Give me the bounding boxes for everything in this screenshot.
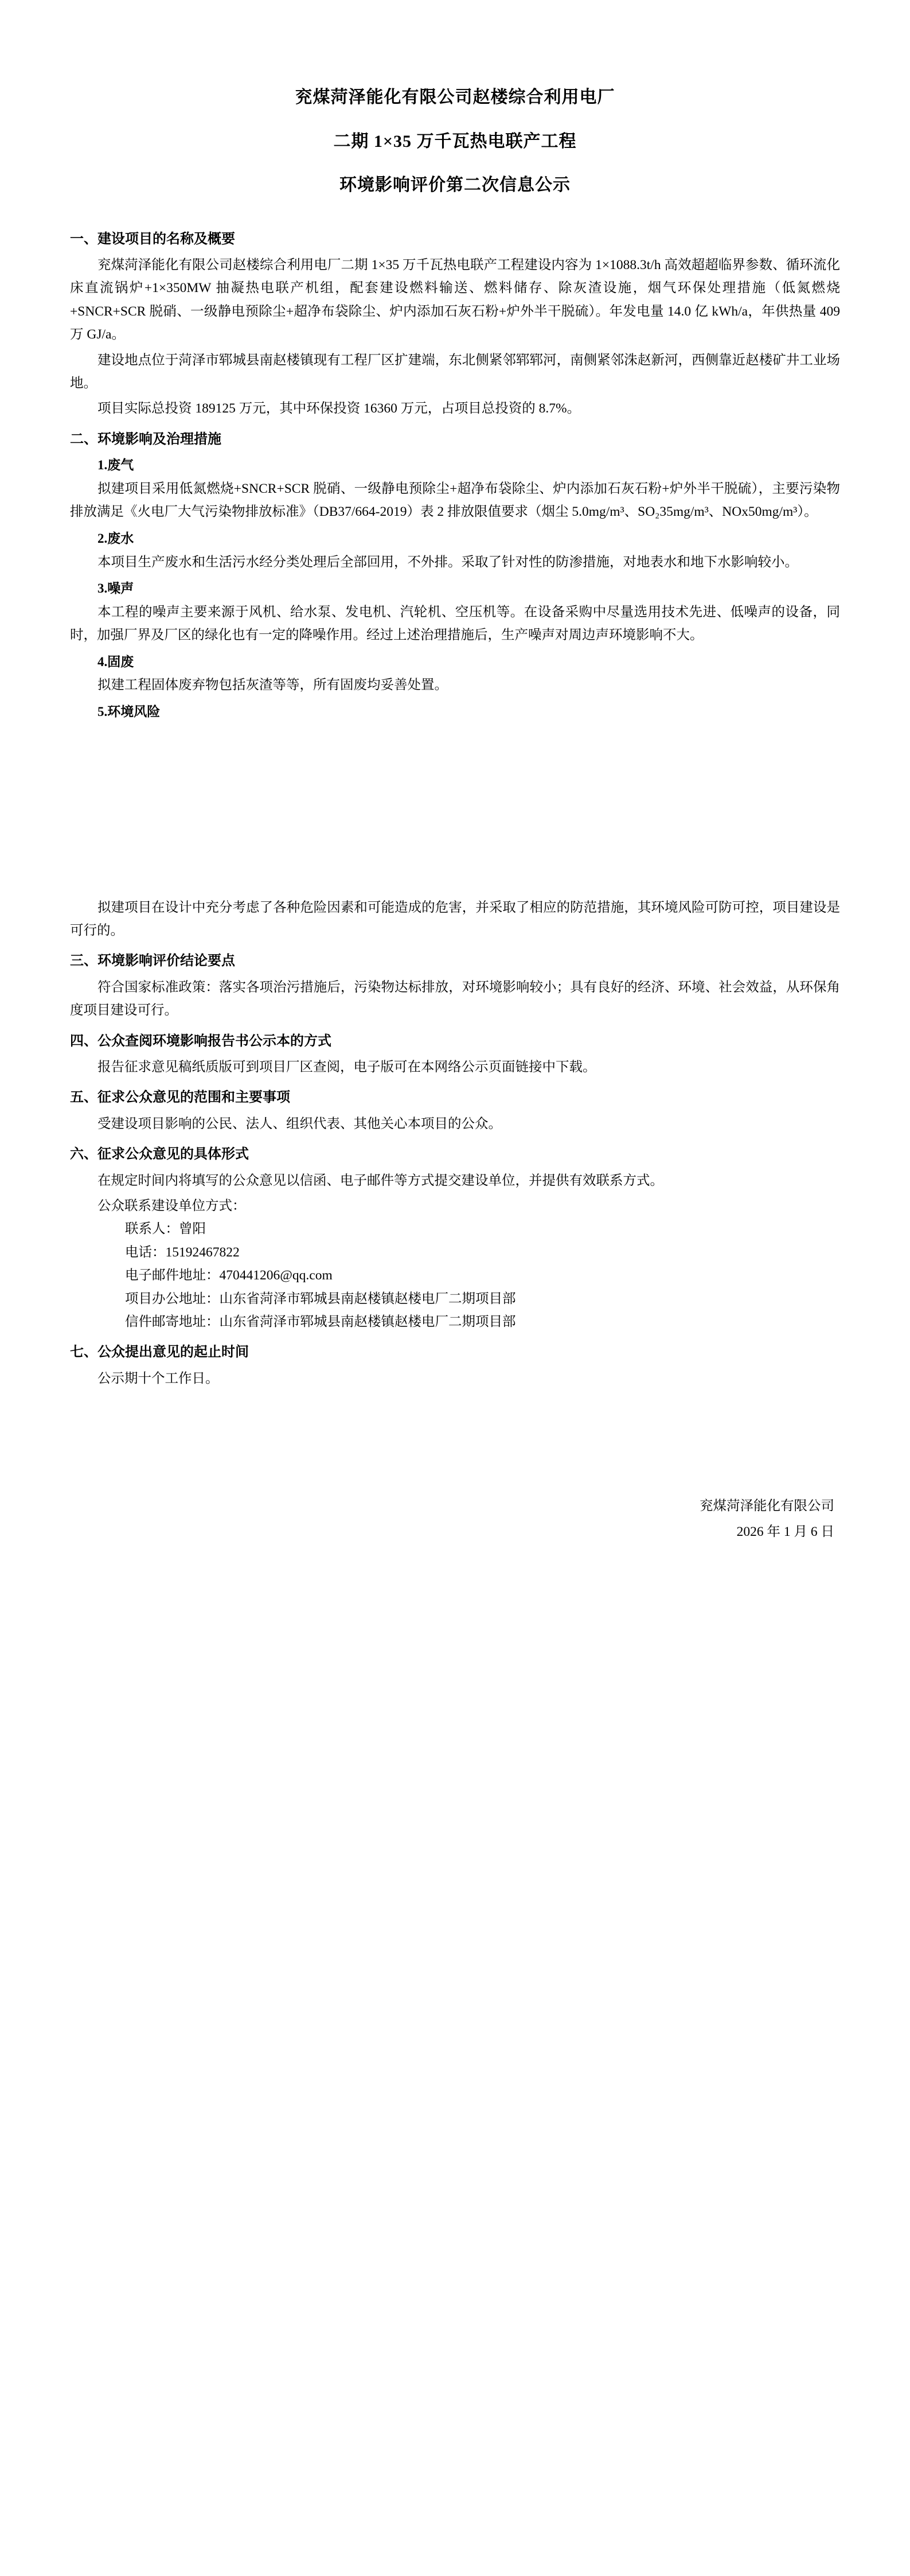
- subsection-environmental-risk-paragraph: 拟建项目在设计中充分考虑了各种危险因素和可能造成的危害，并采取了相应的防范措施，其环境风险可防可控，项目建设是可行的。: [70, 900, 840, 938]
- section-heading-3: 三、环境影响评价结论要点: [70, 954, 235, 969]
- document-title-block: [70, 86, 840, 197]
- subsection-heading-solid-waste: 4.固废: [97, 654, 134, 669]
- signature-block: [70, 1493, 840, 1544]
- section-3-paragraph-1: 符合国家标准政策：落实各项治污措施后，污染物达标排放，对环境影响较小；具有良好的经济、环境、社会效益，从环保角度项目建设可行。: [70, 979, 840, 1018]
- section-5-paragraph-1: 受建设项目影响的公民、法人、组织代表、其他关心本项目的公众。: [97, 1116, 502, 1131]
- subsection-heading-waste-water: 2.废水: [97, 531, 134, 546]
- contact-email: 电子邮件地址：470441206@qq.com: [125, 1268, 333, 1283]
- subsection-heading-environmental-risk: 5.环境风险: [97, 704, 161, 719]
- section-4-paragraph-1: 报告征求意见稿纸质版可到项目厂区查阅，电子版可在本网络公示页面链接中下载。: [97, 1059, 596, 1075]
- subsection-solid-waste-paragraph: 拟建工程固体废弃物包括灰渣等等，所有固废均妥善处置。: [97, 678, 448, 693]
- page-title-line-2: 二期 1×35 万千瓦热电联产工程: [333, 131, 577, 151]
- signature-date: 2026 年 1 月 6 日: [736, 1524, 834, 1539]
- page-title-line-1: 兖煤菏泽能化有限公司赵楼综合利用电厂: [295, 88, 615, 107]
- page-title-line-3: 环境影响评价第二次信息公示: [339, 176, 571, 194]
- section-heading-1: 一、建设项目的名称及概要: [70, 231, 235, 247]
- contact-phone: 电话：15192467822: [125, 1244, 240, 1260]
- section-heading-6: 六、征求公众意见的具体形式: [70, 1147, 249, 1162]
- subsection-heading-waste-gas: 1.废气: [97, 458, 134, 473]
- subsection-noise-paragraph: 本工程的噪声主要来源于风机、给水泵、发电机、汽轮机、空压机等。在设备采购中尽量选用技术先进、低噪声的设备，同时，加强厂界及厂区的绿化也有一定的降噪作用。经过上述治理措施后，生产噪声对周边声环境影响不大。: [70, 604, 840, 643]
- section-heading-7: 七、公众提出意见的起止时间: [70, 1345, 249, 1360]
- section-1-paragraph-2: 建设地点位于菏泽市郓城县南赵楼镇现有工程厂区扩建端，东北侧紧邻郓郓河，南侧紧邻洙赵新河，西侧靠近赵楼矿井工业场地。: [70, 352, 840, 391]
- contact-person: 联系人：曾阳: [125, 1221, 206, 1237]
- section-heading-5: 五、征求公众意见的范围和主要事项: [70, 1090, 290, 1106]
- section-6-paragraph-1: 在规定时间内将填写的公众意见以信函、电子邮件等方式提交建设单位，并提供有效联系方式。: [97, 1173, 663, 1188]
- subsection-heading-noise: 3.噪声: [97, 581, 134, 596]
- subsection-waste-water-paragraph: 本项目生产废水和生活污水经分类处理后全部回用，不外排。采取了针对性的防渗措施，对地表水和地下水影响较小。: [97, 554, 798, 570]
- section-6-paragraph-2: 公众联系建设单位方式：: [97, 1198, 246, 1213]
- blank-spacer: [70, 724, 840, 896]
- section-7-paragraph-1: 公示期十个工作日。: [97, 1371, 219, 1386]
- section-1-paragraph-1: 兖煤菏泽能化有限公司赵楼综合利用电厂二期 1×35 万千瓦热电联产工程建设内容为 1×1088.3t/h 高效超超临界参数、循环流化床直流锅炉+1×350MW 抽凝热电联产机组，配套建设燃料输送、燃料储存、除灰渣设施，烟气环保处理措施（低氮燃烧+SNCR+SCR 脱硝、一级静电预除尘+超净布袋除尘、炉内添加石灰石粉+炉外半干脱硫）。年发电量 14.0 亿 kWh/a，年供热量 409 万 GJ/a。: [70, 257, 840, 343]
- signature-company: 兖煤菏泽能化有限公司: [700, 1499, 834, 1514]
- subsection-waste-gas-paragraph: 拟建项目采用低氮燃烧+SNCR+SCR 脱硝、一级静电预除尘+超净布袋除尘、炉内添加石灰石粉+炉外半干脱硫），主要污染物排放满足《火电厂大气污染物排放标准》（DB37/664-2019）表 2 排放限值要求（烟尘 5.0mg/m³、SO₂35mg/m³、NOx50mg/m³）。: [70, 481, 840, 520]
- section-1-paragraph-3: 项目实际总投资 189125 万元，其中环保投资 16360 万元，占项目总投资的 8.7%。: [97, 401, 581, 417]
- contact-mailing-address: 信件邮寄地址：山东省菏泽市郓城县南赵楼镇赵楼电厂二期项目部: [125, 1314, 516, 1329]
- contact-office-address: 项目办公地址：山东省菏泽市郓城县南赵楼镇赵楼电厂二期项目部: [125, 1291, 516, 1306]
- section-heading-4: 四、公众查阅环境影响报告书公示本的方式: [70, 1033, 331, 1049]
- section-heading-2: 二、环境影响及治理措施: [70, 431, 221, 447]
